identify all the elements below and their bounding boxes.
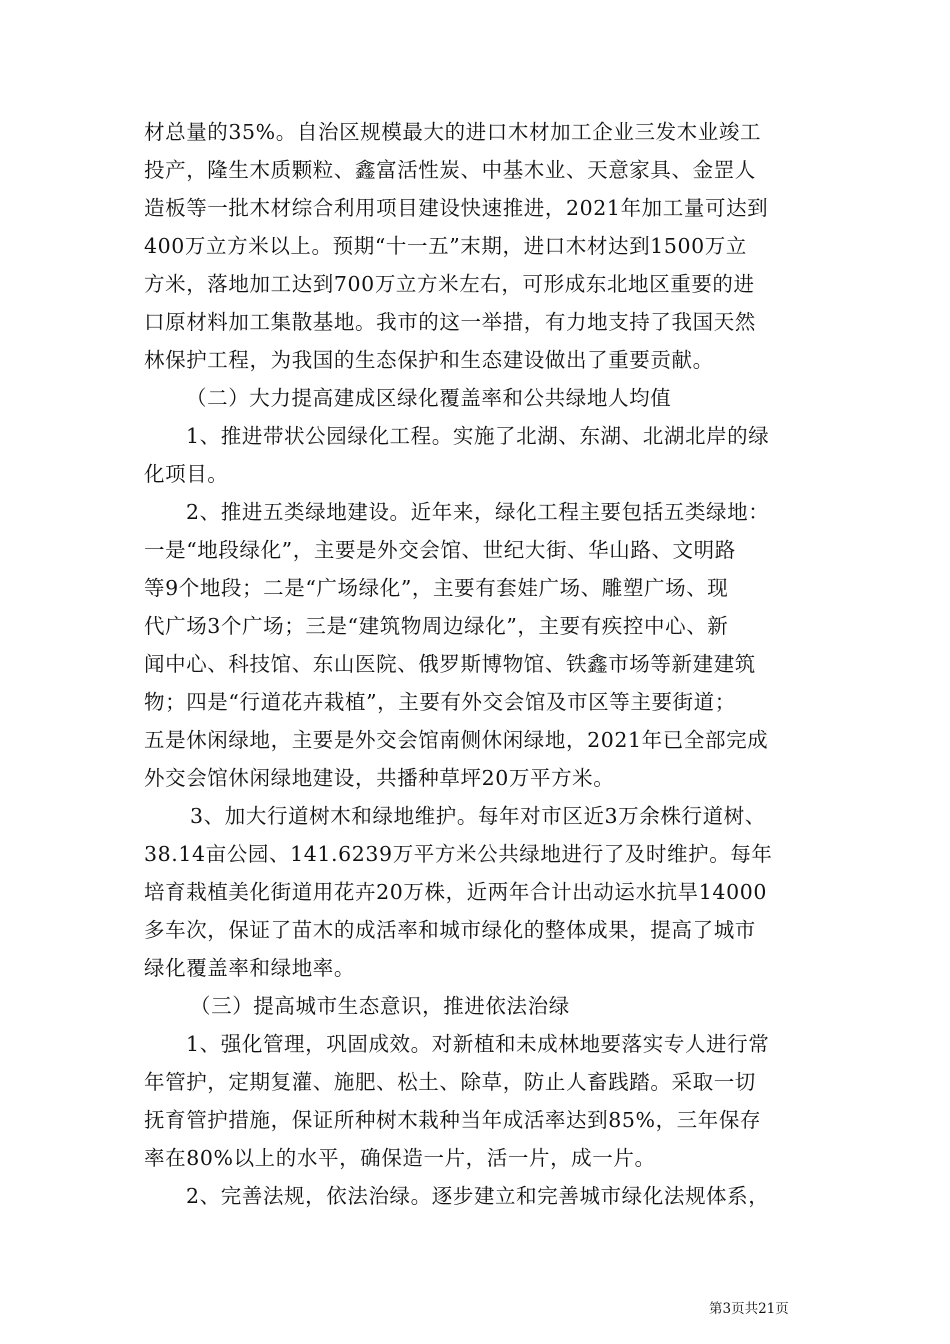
body-line: 代广场3个广场；三是“建筑物周边绿化”，主要有疾控中心、新 [144, 614, 729, 638]
paragraph-first-line: 2、推进五类绿地建设。近年来，绿化工程主要包括五类绿地： [186, 500, 770, 524]
body-line: 五是休闲绿地，主要是外交会馆南侧休闲绿地，2021年已全部完成 [144, 728, 769, 752]
paragraph-first-line: 1、推进带状公园绿化工程。实施了北湖、东湖、北湖北岸的绿 [186, 424, 770, 448]
body-line: 等9个地段；二是“广场绿化”，主要有套娃广场、雕塑广场、现 [144, 576, 729, 600]
body-line: 外交会馆休闲绿地建设，共播种草坪20万平方米。 [144, 766, 615, 790]
body-line: 年管护，定期复灌、施肥、松土、除草，防止人畜践踏。采取一切 [144, 1070, 756, 1094]
body-line: 多车次，保证了苗木的成活率和城市绿化的整体成果，提高了城市 [144, 918, 756, 942]
section-heading: （三）提高城市生态意识，推进依法治绿 [190, 994, 570, 1018]
body-line: 培育栽植美化街道用花卉20万株，近两年合计出动运水抗旱14000 [144, 880, 767, 904]
body-line: 400万立方米以上。预期“十一五”末期，进口木材达到1500万立 [144, 234, 747, 258]
paragraph-first-line: 2、完善法规，依法治绿。逐步建立和完善城市绿化法规体系， [186, 1184, 770, 1208]
body-line: 率在80%以上的水平，确保造一片，活一片，成一片。 [144, 1146, 656, 1170]
body-line: 造板等一批木材综合利用项目建设快速推进，2021年加工量可达到 [144, 196, 769, 220]
body-line: 林保护工程，为我国的生态保护和生态建设做出了重要贡献。 [144, 348, 714, 372]
page-number-footer: 第3页共21页 [709, 1301, 789, 1317]
body-line: 材总量的35%。自治区规模最大的进口木材加工企业三发木业竣工 [144, 120, 762, 144]
section-heading: （二）大力提高建成区绿化覆盖率和公共绿地人均值 [186, 386, 672, 410]
body-line: 化项目。 [144, 462, 229, 486]
body-line: 口原材料加工集散基地。我市的这一举措，有力地支持了我国天然 [144, 310, 756, 334]
body-line: 一是“地段绿化”，主要是外交会馆、世纪大街、华山路、文明路 [144, 538, 736, 562]
body-line: 物；四是“行道花卉栽植”，主要有外交会馆及市区等主要街道； [144, 690, 736, 714]
body-line: 闻中心、科技馆、东山医院、俄罗斯博物馆、铁鑫市场等新建建筑 [144, 652, 756, 676]
body-line: 38.14亩公园、141.6239万平方米公共绿地进行了及时维护。每年 [144, 842, 773, 866]
body-line: 投产，隆生木质颗粒、鑫富活性炭、中基木业、天意家具、金罡人 [144, 158, 756, 182]
body-line: 抚育管护措施，保证所种树木栽种当年成活率达到85%，三年保存 [144, 1108, 762, 1132]
body-line: 绿化覆盖率和绿地率。 [144, 956, 355, 980]
paragraph-first-line: 3、加大行道树木和绿地维护。每年对市区近3万余株行道树、 [190, 804, 766, 828]
body-line: 方米，落地加工达到700万立方米左右，可形成东北地区重要的进 [144, 272, 755, 296]
paragraph-first-line: 1、强化管理，巩固成效。对新植和未成林地要落实专人进行常 [186, 1032, 770, 1056]
